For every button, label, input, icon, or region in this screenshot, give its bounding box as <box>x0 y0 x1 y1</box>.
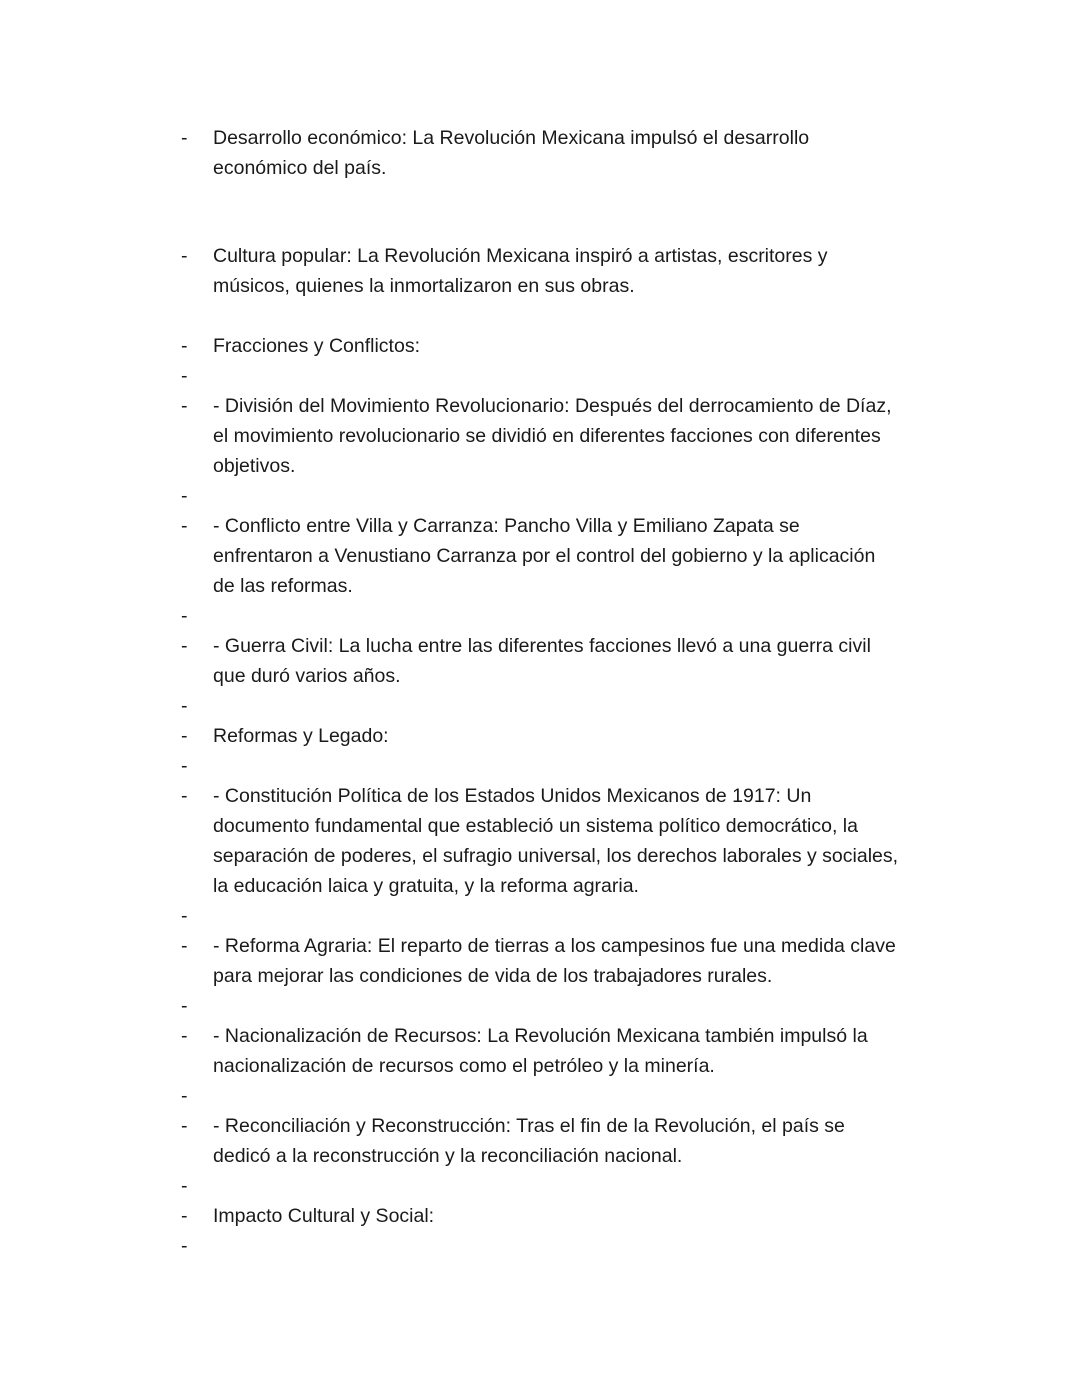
text-line: nacionalización de recursos como el petróleo y la minería. <box>213 1055 715 1077</box>
list-item <box>0 1081 1080 1111</box>
text-line: enfrentaron a Venustiano Carranza por el control del gobierno y la aplicación <box>213 545 876 567</box>
list-item <box>0 361 1080 391</box>
list-item <box>0 123 1080 183</box>
list-item <box>0 1111 1080 1171</box>
text-line: - Conflicto entre Villa y Carranza: Pancho Villa y Emiliano Zapata se <box>213 515 800 537</box>
text-line: Cultura popular: La Revolución Mexicana inspiró a artistas, escritores y <box>213 245 828 267</box>
bullet-dash: - <box>181 395 188 417</box>
text-line: económico del país. <box>213 157 387 179</box>
bullet-dash: - <box>181 905 188 927</box>
list-item <box>0 511 1080 601</box>
text-line: el movimiento revolucionario se dividió en diferentes facciones con diferentes <box>213 425 881 447</box>
text-line: objetivos. <box>213 455 296 477</box>
list-item <box>0 1021 1080 1081</box>
bullet-dash: - <box>181 127 188 149</box>
bullet-dash: - <box>181 605 188 627</box>
bullet-dash: - <box>181 1025 188 1047</box>
text-line: - Reforma Agraria: El reparto de tierras a los campesinos fue una medida clave <box>213 935 896 957</box>
list-item <box>0 241 1080 301</box>
list-item <box>0 901 1080 931</box>
text-line: que duró varios años. <box>213 665 401 687</box>
bullet-dash: - <box>181 1205 188 1227</box>
text-line: dedicó a la reconstrucción y la reconciliación nacional. <box>213 1145 683 1167</box>
list-item <box>0 781 1080 901</box>
text-line: - Reconciliación y Reconstrucción: Tras el fin de la Revolución, el país se <box>213 1115 845 1137</box>
list-item <box>0 691 1080 721</box>
text-line: Desarrollo económico: La Revolución Mexicana impulsó el desarrollo <box>213 127 810 149</box>
list-item <box>0 1231 1080 1261</box>
list-item <box>0 481 1080 511</box>
list-item <box>0 391 1080 481</box>
text-line: para mejorar las condiciones de vida de los trabajadores rurales. <box>213 965 773 987</box>
bullet-dash: - <box>181 485 188 507</box>
text-line: documento fundamental que estableció un sistema político democrático, la <box>213 815 858 837</box>
document-body <box>0 123 1080 1261</box>
bullet-dash: - <box>181 245 188 267</box>
list-item <box>0 721 1080 751</box>
bullet-dash: - <box>181 695 188 717</box>
bullet-dash: - <box>181 935 188 957</box>
list-item <box>0 1171 1080 1201</box>
list-item <box>0 631 1080 691</box>
bullet-dash: - <box>181 1085 188 1107</box>
list-item <box>0 931 1080 991</box>
list-item <box>0 751 1080 781</box>
text-line: - Guerra Civil: La lucha entre las diferentes facciones llevó a una guerra civil <box>213 635 871 657</box>
text-line: músicos, quienes la inmortalizaron en sus obras. <box>213 275 635 297</box>
text-line: - Nacionalización de Recursos: La Revolución Mexicana también impulsó la <box>213 1025 868 1047</box>
text-line: Reformas y Legado: <box>213 725 389 747</box>
bullet-dash: - <box>181 995 188 1017</box>
list-item <box>0 991 1080 1021</box>
list-item <box>0 331 1080 361</box>
bullet-dash: - <box>181 335 188 357</box>
text-line: Fracciones y Conflictos: <box>213 335 420 357</box>
text-line: de las reformas. <box>213 575 353 597</box>
list-item <box>0 1201 1080 1231</box>
text-line: - Constitución Política de los Estados Unidos Mexicanos de 1917: Un <box>213 785 812 807</box>
bullet-dash: - <box>181 1115 188 1137</box>
bullet-dash: - <box>181 1175 188 1197</box>
bullet-dash: - <box>181 1235 188 1257</box>
bullet-dash: - <box>181 515 188 537</box>
bullet-dash: - <box>181 635 188 657</box>
bullet-dash: - <box>181 785 188 807</box>
bullet-dash: - <box>181 755 188 777</box>
bullet-dash: - <box>181 365 188 387</box>
text-line: - División del Movimiento Revolucionario: Después del derrocamiento de Díaz, <box>213 395 892 417</box>
list-item <box>0 601 1080 631</box>
bullet-dash: - <box>181 725 188 747</box>
text-line: la educación laica y gratuita, y la reforma agraria. <box>213 875 639 897</box>
text-line: Impacto Cultural y Social: <box>213 1205 435 1227</box>
text-line: separación de poderes, el sufragio universal, los derechos laborales y sociales, <box>213 845 899 867</box>
